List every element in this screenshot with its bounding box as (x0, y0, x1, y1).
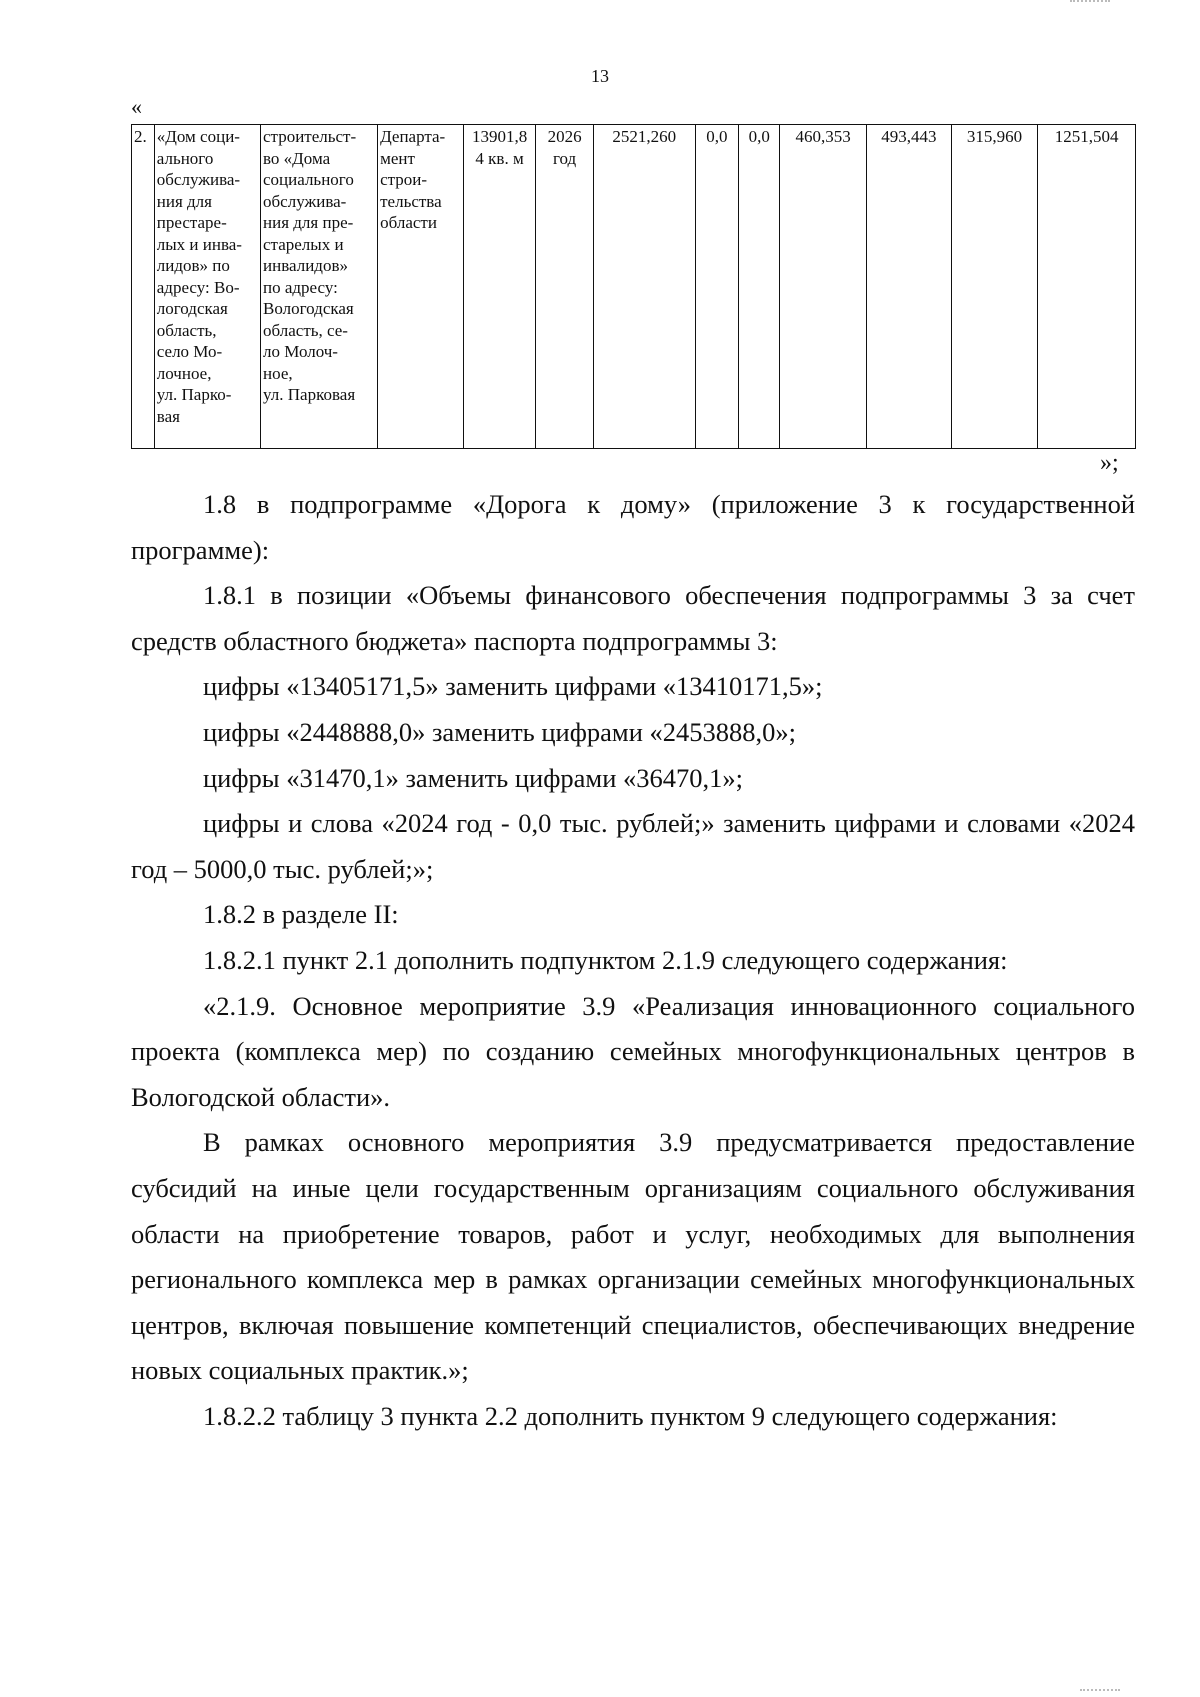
cell-line: области (380, 213, 437, 232)
cell-line: престаре- (156, 213, 227, 232)
cell-line: социального (263, 170, 354, 189)
cell-line: Департа- (380, 127, 446, 146)
table-close-quote: »; (1100, 450, 1119, 476)
paragraph: 1.8.2.1 пункт 2.1 дополнить подпунктом 2.1.9 следующего содержания: (203, 944, 1008, 975)
cell-department (378, 125, 464, 449)
cell-line: лочное, (156, 363, 212, 383)
cell-line: ния для пре- (263, 213, 354, 232)
cell-line: область, (156, 320, 217, 340)
paragraph: 1.8 в подпрограмме «Дорога к дому» (приложение 3 к государственной программе): (131, 489, 1135, 565)
cell-line: ул. Парковая (263, 385, 356, 404)
cell-object (154, 125, 260, 449)
cell-value-5: 493,443 (867, 125, 952, 449)
cell-line: ное, (263, 363, 293, 383)
cell-line: адресу: Во- (156, 277, 240, 297)
paragraph: цифры «2448888,0» заменить цифрами «2453888,0»; (203, 716, 796, 747)
cell-line: мент (380, 148, 415, 168)
cell-line: год (553, 148, 577, 168)
scan-artifact (1070, 0, 1110, 6)
page-number: 13 (591, 66, 609, 86)
paragraph: цифры и слова «2024 год - 0,0 тыс. рублей;» заменить цифрами и словами «2024 год – 5000,0 тыс. рублей;»; (131, 808, 1135, 884)
cell-line: тельства (380, 191, 442, 211)
cell-line: 4 кв. м (475, 148, 524, 168)
document-body (131, 482, 1135, 1439)
cell-line: вая (156, 406, 180, 426)
table-row (132, 125, 1136, 449)
cell-value-3: 0,0 (739, 125, 780, 449)
cell-line: область, се- (263, 320, 348, 340)
cell-line: ло Молоч- (263, 342, 338, 361)
cell-line: 13901,8 (471, 127, 528, 146)
paragraph: 1.8.1 в позиции «Объемы финансового обеспечения подпрограммы 3 за счет средств областного бюджета» паспорта подпрограммы 3: (131, 580, 1135, 656)
paragraph: «2.1.9. Основное мероприятие 3.9 «Реализация инновационного социального проекта (комплекса мер) по созданию семейных многофункциональных центров в Вологодской области». (131, 990, 1135, 1112)
cell-work (261, 125, 378, 449)
cell-year (536, 125, 593, 449)
scan-artifact (1080, 1689, 1120, 1695)
paragraph: 1.8.2.2 таблицу 3 пункта 2.2 дополнить пунктом 9 следующего содержания: (203, 1400, 1058, 1431)
cell-line: 2026 (547, 127, 582, 146)
cell-capacity (463, 125, 536, 449)
cell-line: по адресу: (263, 277, 338, 297)
cell-line: старелых и (263, 234, 344, 254)
cell-line: строи- (380, 170, 428, 189)
paragraph: цифры «31470,1» заменить цифрами «36470,1»; (203, 762, 743, 793)
cell-line: лидов» по (156, 256, 230, 275)
amendment-table (131, 124, 1136, 449)
cell-line: село Мо- (156, 342, 223, 361)
paragraph: В рамках основного мероприятия 3.9 предусматривается предоставление субсидий на иные цели государственным организациям социального обслуживания области на приобретение товаров, работ и услуг, необходимых для выполнения регионального комплекса мер в рамках организации семейных многофункциональных центров, включая повышение компетенций специалистов, обеспечивающих внедрение новых социальных практик.»; (131, 1127, 1135, 1386)
table-open-quote: « (131, 94, 142, 119)
cell-line: Вологодская (263, 299, 354, 318)
cell-line: инвалидов» (263, 256, 348, 275)
cell-line: лых и инва- (156, 234, 242, 254)
cell-line: «Дом соци- (156, 127, 240, 146)
cell-line: строительст- (263, 127, 357, 146)
cell-line: во «Дома (263, 148, 331, 168)
paragraph: 1.8.2 в разделе II: (203, 899, 399, 930)
cell-line: обслужива- (263, 191, 347, 211)
cell-value-6: 315,960 (951, 125, 1038, 449)
paragraph: цифры «13405171,5» заменить цифрами «13410171,5»; (203, 671, 823, 702)
cell-value-4: 460,353 (780, 125, 867, 449)
cell-value-2: 0,0 (695, 125, 738, 449)
cell-number: 2. (132, 125, 155, 449)
cell-line: логодская (156, 299, 228, 318)
cell-line: ального (156, 148, 214, 168)
cell-line: ния для (156, 191, 212, 211)
cell-value-7: 1251,504 (1038, 125, 1136, 449)
cell-total-cost: 2521,260 (593, 125, 695, 449)
cell-line: обслужива- (156, 170, 241, 189)
cell-line: ул. Парко- (156, 385, 232, 404)
